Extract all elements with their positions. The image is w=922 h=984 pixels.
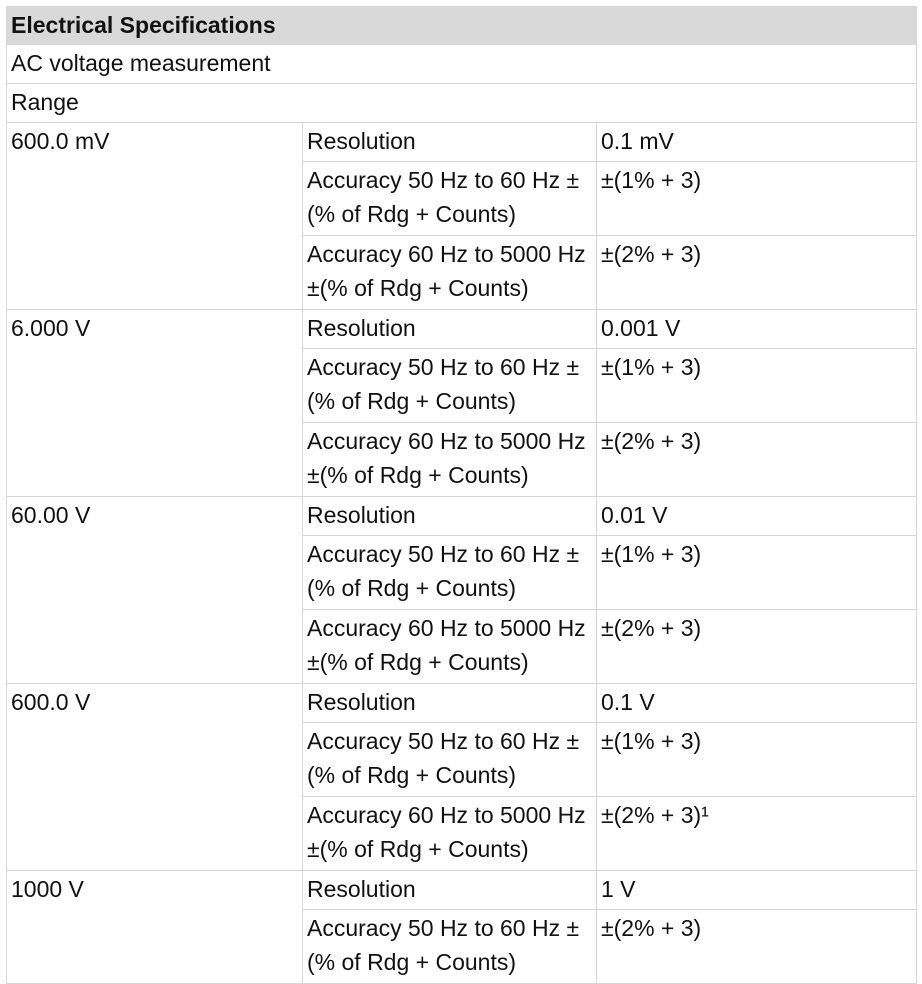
value-cell: ±(2% + 3) [597, 236, 917, 310]
range-cell: 600.0 V [7, 684, 303, 871]
value-cell: 0.01 V [597, 497, 917, 536]
range-header-row [7, 84, 917, 123]
value-cell: ±(1% + 3) [597, 162, 917, 236]
range-cell: 1000 V [7, 871, 303, 984]
range-cell: 6.000 V [7, 310, 303, 497]
parameter-cell: Accuracy 50 Hz to 60 Hz ±(% of Rdg + Counts) [303, 162, 597, 236]
table-body [7, 7, 917, 984]
parameter-cell: Accuracy 50 Hz to 60 Hz ±(% of Rdg + Counts) [303, 536, 597, 610]
table-title: Electrical Specifications [7, 7, 917, 45]
parameter-cell: Resolution [303, 497, 597, 536]
parameter-cell: Accuracy 50 Hz to 60 Hz ±(% of Rdg + Counts) [303, 723, 597, 797]
parameter-cell: Accuracy 60 Hz to 5000 Hz ±(% of Rdg + Counts) [303, 797, 597, 871]
parameter-cell: Accuracy 50 Hz to 60 Hz ±(% of Rdg + Counts) [303, 910, 597, 984]
range-header: Range [7, 84, 917, 123]
parameter-cell: Resolution [303, 871, 597, 910]
range-cell: 60.00 V [7, 497, 303, 684]
value-cell: 0.001 V [597, 310, 917, 349]
value-cell: ±(2% + 3) [597, 423, 917, 497]
parameter-cell: Accuracy 50 Hz to 60 Hz ±(% of Rdg + Counts) [303, 349, 597, 423]
value-cell: 0.1 V [597, 684, 917, 723]
value-cell: ±(2% + 3) [597, 910, 917, 984]
value-cell: ±(1% + 3) [597, 349, 917, 423]
table-row [7, 871, 917, 910]
value-cell: ±(2% + 3)¹ [597, 797, 917, 871]
table-row [7, 684, 917, 723]
section-row [7, 45, 917, 84]
parameter-cell: Resolution [303, 123, 597, 162]
parameter-cell: Accuracy 60 Hz to 5000 Hz ±(% of Rdg + Counts) [303, 423, 597, 497]
table-row [7, 123, 917, 162]
value-cell: ±(2% + 3) [597, 610, 917, 684]
parameter-cell: Resolution [303, 310, 597, 349]
section-heading: AC voltage measurement [7, 45, 917, 84]
parameter-cell: Resolution [303, 684, 597, 723]
value-cell: ±(1% + 3) [597, 723, 917, 797]
table-row [7, 497, 917, 536]
parameter-cell: Accuracy 60 Hz to 5000 Hz ±(% of Rdg + Counts) [303, 236, 597, 310]
range-cell: 600.0 mV [7, 123, 303, 310]
parameter-cell: Accuracy 60 Hz to 5000 Hz ±(% of Rdg + Counts) [303, 610, 597, 684]
table-title-row [7, 7, 917, 45]
table-row [7, 310, 917, 349]
value-cell: ±(1% + 3) [597, 536, 917, 610]
value-cell: 0.1 mV [597, 123, 917, 162]
value-cell: 1 V [597, 871, 917, 910]
electrical-specifications-table [6, 6, 917, 984]
